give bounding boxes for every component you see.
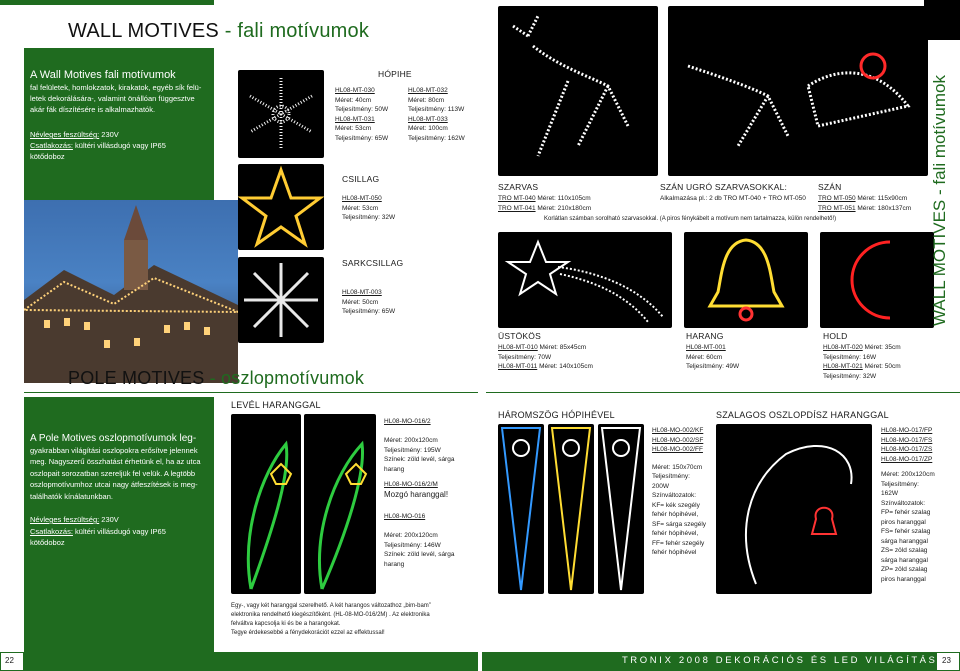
spec-line: 162W [881, 490, 898, 497]
spec-line [384, 522, 454, 532]
spec-line: HL08-MT-033 [408, 115, 448, 123]
spec-code: HL08-MT-021 [823, 363, 863, 370]
right-page [482, 0, 960, 671]
spec-line: fehér hópihével, [652, 511, 699, 518]
pole-intro-text [30, 433, 210, 549]
ustokos-title: ÜSTÖKÖS [498, 331, 541, 341]
spec-line: Teljesítmény: [881, 480, 919, 488]
side-title-sub: - fali motívumok [930, 75, 949, 200]
spec-code: HL08-MO-002/KF [652, 427, 704, 434]
moving-bell-note: Mozgó haranggal! [384, 489, 449, 499]
side-title-main: WALL MOTIVES [930, 199, 949, 326]
pole-conn-value-2: kötődoboz [30, 538, 65, 547]
pole-intro-line: oszlopait sorozatban szereljük fel velük. A legtöbb [30, 468, 196, 478]
szalagos-specs [881, 426, 935, 584]
moon-image [820, 232, 934, 328]
spec-line: FS= fehér szalag [881, 528, 931, 535]
szan-ugro-text: Alkalmazása pl.: 2 db TRO MT-040 + TRO MT-050 [660, 195, 806, 202]
pole-voltage-value: 230V [99, 515, 119, 524]
spec-code: TRO MT-051 [818, 204, 856, 212]
wall-intro-text [30, 68, 230, 162]
spec-line: Színváltozatok: [652, 492, 697, 499]
spec-line: HL08-MT-032 [408, 87, 448, 94]
spec-code: HL08-MT-011 [498, 363, 538, 370]
left-page-number: 22 [5, 656, 14, 665]
spec-code: TRO MT-041 [498, 204, 536, 212]
note-line: felváltva kapcsolja ki és be a harangokat. [231, 621, 341, 627]
pole-intro-line: találhatók kínálatunkban. [30, 491, 113, 501]
spec-line: HL08-MT-030 [335, 87, 375, 94]
note-line: Egy-, vagy két haranggal szerelhető. A két harangos változathoz „bim-bam” [231, 603, 431, 609]
triangle-image-2 [548, 424, 594, 594]
voltage-value: 230V [99, 130, 119, 139]
spec-line: Méret: 50cm [862, 363, 901, 370]
level-specs-a [384, 417, 454, 500]
spec-line: Méret: 60cm [686, 353, 723, 361]
left-footer-bar [0, 652, 478, 671]
wall-intro-line: letek dekorálására-, valamint önállóan függesztve [30, 94, 195, 103]
spec-line: HL08-MT-031 [335, 115, 375, 123]
spec-line: Méret: 53cm [342, 204, 379, 212]
level-note [231, 602, 476, 638]
hold-specs [823, 343, 901, 381]
pole-intro-line: meg. Nagyszerű összhatást érhetünk el, ha az utca [30, 457, 201, 466]
szarvas-specs [498, 194, 591, 213]
spec-code: HL08-MT-020 [823, 344, 863, 351]
spec-line: Teljesítmény: 49W [686, 363, 740, 370]
spec-line: Méret: 200x120cm [384, 437, 438, 444]
spec-line: Teljesítmény: 50W [335, 106, 389, 113]
footer-brand: T R O N I X 2 0 0 8 D E K O R Á C I Ó S É S L E D V I L Á G Í T Á S [622, 655, 935, 666]
ribbon-bell-image [716, 424, 872, 594]
left-top-green-bar [0, 0, 214, 5]
spec-code: HL08-MO-017/FP [881, 427, 933, 434]
hold-title: HOLD [823, 331, 848, 341]
bell-image [684, 232, 808, 328]
spec-line: Méret: 50cm [342, 298, 379, 306]
wall-motives-heading [68, 20, 369, 43]
comet-image [498, 232, 672, 328]
snowflake-image [238, 70, 324, 158]
spec-line: Méret: 53cm [335, 125, 372, 132]
szan-specs [818, 194, 911, 213]
hopihe-specs-b [408, 86, 465, 143]
ustokos-specs [498, 343, 593, 372]
spec-line: piros haranggal [881, 575, 926, 583]
spec-line: Méret: 35cm [862, 344, 901, 351]
leaf-bell-image-1 [231, 414, 301, 594]
spec-line: Teljesítmény: 162W [408, 134, 465, 142]
spec-line: fehér hópihével [652, 549, 697, 556]
note-line: Tegye érdekesebbé a fénydekorációt ezzel az effektussal! [231, 630, 385, 636]
spec-line: Méret: 115x90cm [855, 195, 908, 202]
conn-value: kültéri villásdugó vagy IP65 [72, 141, 166, 150]
hopihe-specs-a [335, 86, 388, 143]
side-title [930, 36, 950, 326]
pole-intro-line: gyakrabban világítási oszlopokra erősítve jelennek [30, 445, 198, 455]
spec-line: Méret: 80cm [408, 96, 445, 104]
spec-line: HL08-MT-003 [342, 289, 382, 296]
sarkcsillag-specs [342, 288, 395, 317]
triangle-image-1 [498, 424, 544, 594]
spec-line: Méret: 200x120cm [881, 471, 935, 478]
conn-label: Csatlakozás: [30, 141, 73, 150]
pole-motives-heading [68, 368, 364, 389]
spec-line: Méret: 100cm [408, 125, 448, 132]
spec-line: Színek: zöld levél, sárga [384, 551, 455, 558]
pole-heading-line [24, 392, 478, 393]
spec-code: HL08-MO-002/SF [652, 436, 704, 444]
spec-line: ZS= zöld szalag [881, 547, 928, 554]
sleigh-image [668, 6, 928, 176]
spec-line: Színek: zöld levél, sárga [384, 456, 455, 463]
spec-line: 200W [652, 482, 669, 490]
voltage-label: Névleges feszültség: [30, 130, 100, 139]
spec-line: HL08-MO-016/2 [384, 418, 431, 425]
spec-line: fehér hópihével, [652, 530, 699, 537]
szalagos-title: SZALAGOS OSZLOPDÍSZ HARANGGAL [716, 410, 889, 420]
spec-line: Teljesítmény: 65W [342, 308, 396, 315]
spec-line: Teljesítmény: 32W [342, 214, 396, 221]
spec-code: HL08-MO-017/FS [881, 436, 933, 444]
spec-code: HL08-MO-017/ZP [881, 455, 933, 463]
wall-intro-line: akár fák díszítésére is alkalmazhatók. [30, 105, 156, 114]
spec-line: harang [384, 465, 405, 473]
reindeer-image [498, 6, 658, 176]
pole-conn-label: Csatlakozás: [30, 526, 73, 536]
pole-intro-line: A Pole Motives oszlopmotívumok leg- [30, 433, 197, 444]
spec-line: Színváltozatok: [881, 499, 926, 507]
spec-line: sárga haranggal [881, 556, 928, 564]
conn-value-2: kötődoboz [30, 152, 65, 161]
spec-line: Méret: 200x120cm [384, 532, 438, 539]
spec-line: Teljesítmény: 113W [408, 106, 465, 113]
sarkcsillag-title: SARKCSILLAG [342, 258, 404, 268]
star-image [238, 164, 324, 250]
spec-line: HL08-MO-016/2/M [384, 481, 438, 488]
haromszog-title: HÁROMSZÖG HÓPIHÉVEL [498, 410, 615, 420]
spec-code: TRO MT-050 [818, 195, 856, 202]
spec-line: Teljesítmény: 32W [823, 372, 877, 380]
csillag-title: CSILLAG [342, 174, 380, 184]
wall-intro-line: fal felületek, homlokzatok, kirakatok, egyéb sík felü- [30, 83, 202, 92]
spec-code: HL08-MT-001 [686, 344, 726, 351]
spec-line: Teljesítmény: 70W [498, 353, 552, 361]
right-section-line [486, 392, 960, 393]
spec-line: Teljesítmény: [652, 473, 690, 480]
spec-line: SF= sárga szegély [652, 520, 707, 528]
spec-code: HL08-MO-002/FF [652, 446, 703, 453]
spec-line: HL08-MO-016 [384, 513, 426, 520]
spec-line: Méret: 150x70cm [652, 463, 703, 471]
csillag-specs [342, 194, 395, 223]
pole-intro-line: oszlopmotívumhoz utcai nagy átfeszítések is meg- [30, 480, 198, 489]
spec-code: HL08-MT-010 [498, 344, 538, 351]
szan-ugro-title: SZÁN UGRÓ SZARVASOKKAL: [660, 182, 788, 192]
spec-line: HL08-MT-050 [342, 195, 382, 202]
side-black-block [924, 0, 960, 40]
triangle-image-3 [598, 424, 644, 594]
spec-line: Méret: 110x105cm [535, 195, 591, 202]
spec-line: harang [384, 560, 405, 568]
spec-line: Teljesítmény: 146W [384, 541, 441, 549]
szarvas-title: SZARVAS [498, 182, 539, 192]
spec-line: Méret: 140x105cm [537, 363, 593, 370]
pole-title-main: POLE MOTIVES [68, 368, 205, 388]
level-title: LEVÉL HARANGGAL [231, 400, 321, 410]
szan-note: Korlátlan számban sorolható szarvasokkal. (A piros fénykábelt a motívum nem tartalmazza, külön rendelhető!) [544, 216, 837, 222]
spec-line: sárga haranggal [881, 537, 928, 545]
spec-line: Teljesítmény: 195W [384, 446, 441, 454]
pole-conn-value: kültéri villásdugó vagy IP65 [72, 526, 166, 536]
spec-code: HL08-MO-017/ZS [881, 446, 933, 453]
spec-line: FP= fehér szalag [881, 509, 931, 516]
hopihe-title: HÓPIHE [378, 69, 412, 79]
polar-star-image [238, 257, 324, 343]
wall-title-main: WALL MOTIVES [68, 20, 219, 42]
spec-line: Méret: 210x180cm [535, 204, 592, 212]
spec-line: piros haranggal [881, 518, 926, 526]
spec-code: TRO MT-040 [498, 195, 536, 202]
spec-line: Méret: 85x45cm [537, 344, 587, 351]
pole-voltage-label: Névleges feszültség: [30, 515, 100, 524]
szan-title: SZÁN [818, 182, 842, 192]
town-photo [24, 200, 238, 383]
spec-line: Teljesítmény: 65W [335, 134, 389, 142]
wall-title-sub: - fali motívumok [218, 20, 370, 42]
pole-title-sub: - oszlopmotívumok [204, 368, 365, 388]
level-specs-b [384, 512, 454, 569]
spec-line: Méret: 180x137cm [855, 204, 912, 212]
spec-line [384, 427, 454, 437]
wall-intro-title: A Wall Motives fali motívumok [30, 69, 176, 81]
spec-line: KF= kék szegély [652, 501, 700, 509]
harang-specs [686, 343, 739, 372]
left-page [0, 0, 478, 671]
spec-line: ZP= zöld szalag [881, 566, 928, 573]
spec-line: Teljesítmény: 16W [823, 353, 877, 361]
leaf-bell-image-2 [304, 414, 376, 594]
right-page-number: 23 [942, 656, 951, 665]
spec-line: Méret: 40cm [335, 96, 372, 104]
spec-line: FF= fehér szegély [652, 539, 705, 547]
note-line: elektronika rendelhető kiegészítőként. (HL-08-MO-016/2M) . Az elektronika [231, 612, 430, 618]
haromszog-specs [652, 426, 706, 558]
harang-title: HARANG [686, 331, 724, 341]
